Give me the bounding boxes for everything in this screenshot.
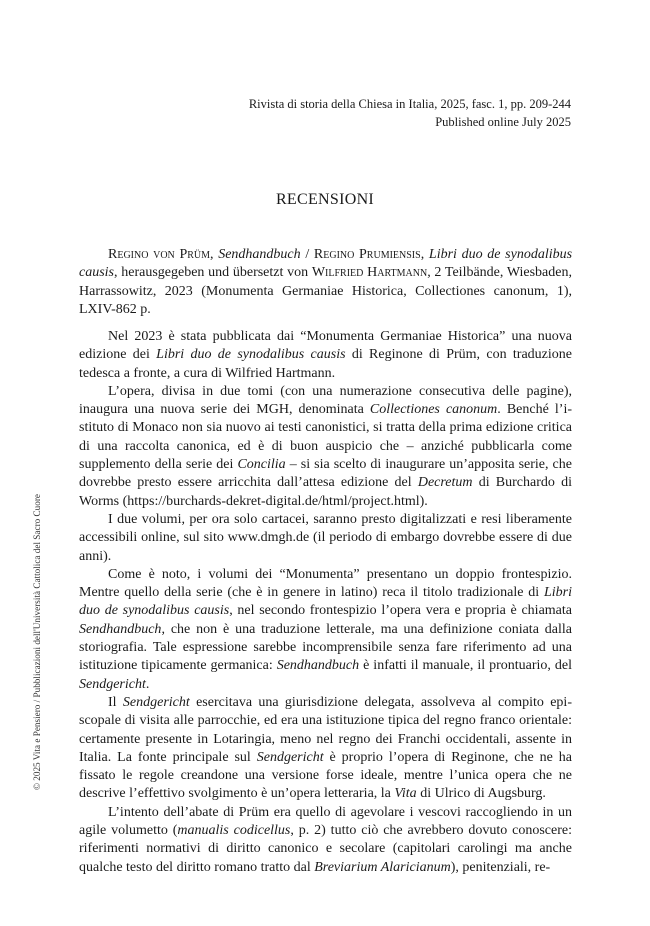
text-run: , p. 2) tutto ciò che avrebbero dovuto conoscere: riferimenti normativi di diritto canonico e secolare (capitolari carolingi ma anche qualche testo del diritto romano tratto dal [79, 823, 572, 875]
text-run: L’intento dell’abate di Prüm era quello di agevolare i vescovi raccogliendo in un agile volumetto ( [79, 804, 572, 839]
text-run: è infatti il manuale, il prontuario, del [359, 658, 572, 674]
italic-title: Decretum [417, 475, 473, 491]
review-body [79, 328, 572, 877]
title-latin: Libri duo de synodalibus causis [79, 247, 573, 281]
paragraph-1 [79, 328, 572, 383]
text-run: Come è noto, i volumi dei “Monumenta” presentano un doppio frontespizio. Mentre quello della serie (che è in genere in latino) reca il titolo tradizionale di [79, 566, 572, 601]
paragraph-6 [79, 804, 572, 877]
italic-title: Libri duo de synodalibus causis [156, 347, 346, 363]
author-latin: Regino Prumiensis [313, 247, 421, 262]
paragraph-4 [79, 566, 572, 694]
text-run: , nel secondo frontespizio l’opera vera e propria è chiamata [229, 603, 572, 619]
text-run: Nel 2023 è stata pubblicata dai “Monumenta Germaniae Historica” una nuova edizione dei [79, 329, 572, 363]
text-run: I due volumi, per ora solo cartacei, saranno presto digitalizzati e resi liberamente accessibili online, sul sito www.dmgh.de (il periodo di embargo dovrebbe essere di due anni). [79, 511, 572, 564]
publication-details: , 2 Teilbände, Wiesbaden, Harrassowitz, 2023 (Monumenta Germaniae Historica, Collectiones canonum, 1), LXIV-862 p. [79, 265, 572, 317]
copyright-sidebar: © 2025 Vita e Pensiero / Pubblicazioni dell'Università Cattolica del Sacro Cuore [32, 494, 42, 790]
editor-name: Wilfried Hartmann [311, 265, 428, 281]
italic-title: Collectiones canonum [369, 402, 498, 418]
running-header [249, 95, 571, 131]
text-run: è proprio l’opera di Reginone, che ne ha fissato le regole creandone una versione forse ideale, mentre l’unica opera che ne descrive l’effettivo svolgimento è un’opera letteraria, la [79, 749, 572, 802]
text-run: , che non è una traduzione letterale, ma una definizione coniata dalla storiografia. Tale espressione sarebbe incomprensibile senza fare riferimento ad una istituzione tipicamente germanica: [79, 621, 572, 674]
journal-citation: Rivista di storia della Chiesa in Italia, 2025, fasc. 1, pp. 209-244 [248, 97, 571, 111]
italic-title: Libri duo de synodalibus causis [79, 585, 572, 619]
section-title: RECENSIONI [275, 191, 375, 208]
bibliographic-entry [79, 246, 572, 319]
text-run: ), penitenziali, re- [450, 859, 551, 875]
paragraph-3 [79, 511, 572, 566]
published-online: Published online July 2025 [435, 115, 571, 129]
text-run: di Reginone di Prüm, con traduzione tedesca a fronte, a cura di Wilfried Hartmann. [79, 347, 572, 381]
text-run: Il [108, 694, 123, 710]
paragraph-2 [79, 383, 572, 511]
text-run: di Ulrico di Augsburg. [416, 786, 546, 802]
italic-title: Vita [394, 786, 417, 802]
text-run: – si sia scelto di inaugurare un’apposita serie, che dovrebbe presto essere arricchita dall’attesa edizione del [79, 457, 572, 491]
text-run: esercitava una giurisdizione delegata, assolveva al compito episcopale di visita alle parrocchie, ed era una istituzione tipica del regno franco orientale: certamente presente in Lotaringia, meno nel regno dei Franchi occidentali, assente in Italia. La fonte principale sul [79, 694, 572, 765]
bibliographic-paragraph: Regino von Prüm, Sendhandbuch / Regino Prumiensis, Libri duo de synodalibus causis, herausgegeben und übersetzt von Wilfried Hartmann, 2 Teilbände, Wiesbaden, Harrassowitz, 2023 (Monumenta Germaniae Historica, Collectiones canonum, 1), LXIV-862 p. [79, 247, 573, 317]
author-german: Regino von Prüm [108, 247, 211, 262]
italic-term: Sendgericht [122, 694, 190, 710]
title-german: Sendhandbuch [218, 247, 301, 262]
italic-title: Breviarium Alaricianum [314, 859, 451, 875]
italic-term: Sendhandbuch [79, 621, 162, 637]
title-separator: / [300, 247, 314, 262]
italic-title: Concilia [237, 457, 286, 473]
paragraph-5 [79, 694, 572, 804]
text-run: . Benché l’istituto di Monaco non sia nuovo ai testi canonistici, si tratta della prima edizione critica di una raccolta canonica, ed è di buon auspicio che – anziché pubblicarla come supplemento della serie dei [79, 402, 573, 473]
italic-term: manualis codicellus [177, 823, 291, 839]
italic-term: Sendhandbuch [276, 658, 360, 674]
italic-term: Sendgericht [256, 749, 324, 765]
text-run: . [145, 676, 150, 692]
text-run: di Burchardo di Worms (https://burchards-dekret-digital.de/html/project.html). [79, 475, 572, 509]
text-run: L’opera, divisa in due tomi (con una numerazione consecutiva delle pagine), inaugura una nuova serie dei MGH, denominata [79, 383, 572, 418]
edited-by: , herausgegeben und übersetzt von [114, 265, 312, 281]
italic-term: Sendgericht [79, 676, 146, 692]
